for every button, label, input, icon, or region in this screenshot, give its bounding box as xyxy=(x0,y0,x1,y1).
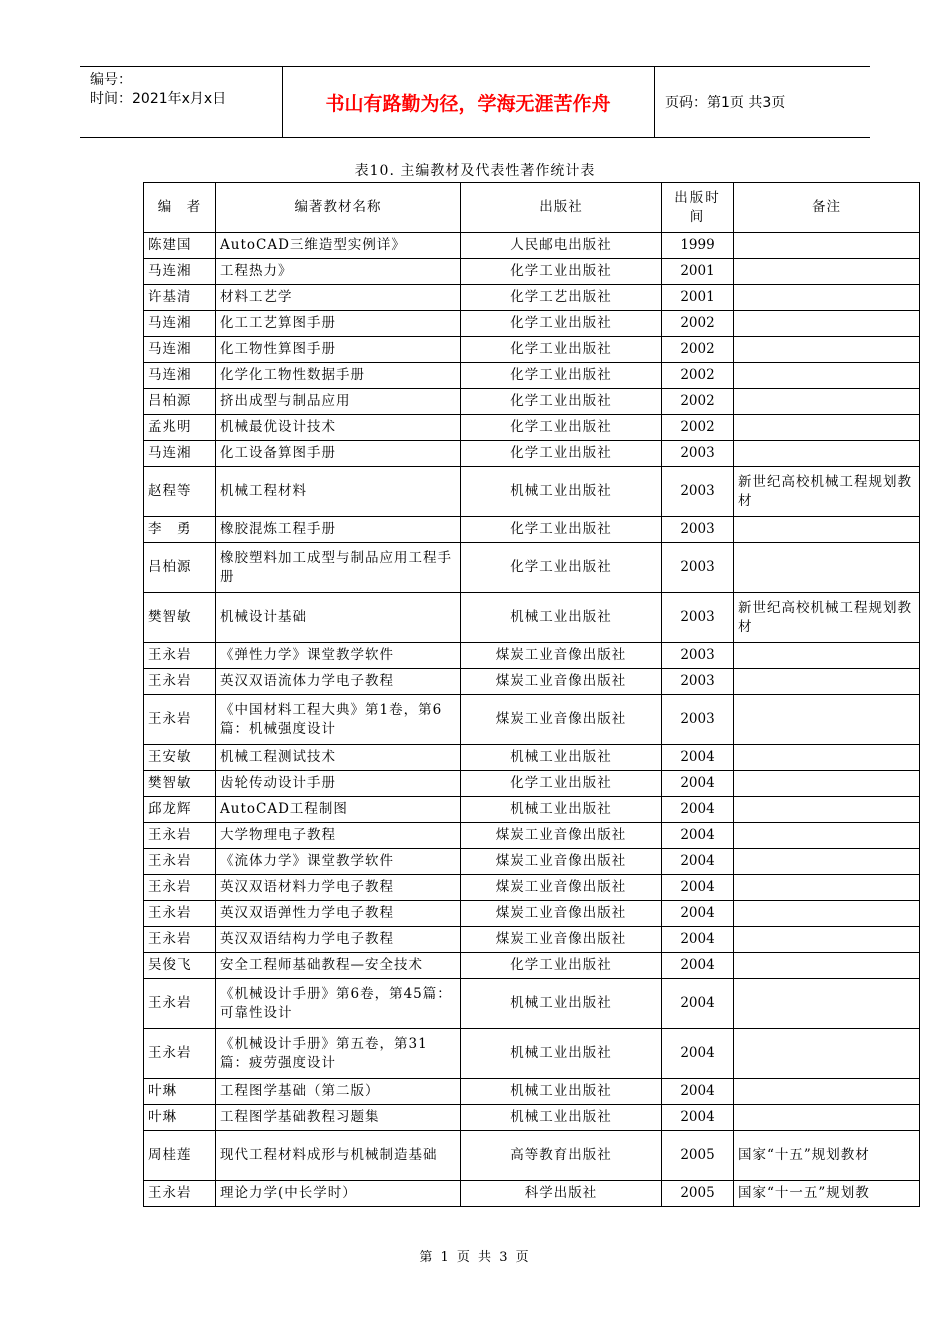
table-row xyxy=(144,745,920,771)
publisher-cell: 煤炭工业音像出版社 xyxy=(461,669,662,695)
table-row xyxy=(144,593,920,643)
publisher-cell: 化学工业出版社 xyxy=(461,415,662,441)
publisher-cell: 煤炭工业音像出版社 xyxy=(461,875,662,901)
title-cell: 《机械设计手册》第6卷，第45篇：可靠性设计 xyxy=(216,979,461,1029)
publisher-cell: 科学出版社 xyxy=(461,1181,662,1207)
year-cell: 2003 xyxy=(662,441,734,467)
author-cell: 李 勇 xyxy=(144,517,216,543)
table-row xyxy=(144,953,920,979)
title-cell: 齿轮传动设计手册 xyxy=(216,771,461,797)
year-cell: 2002 xyxy=(662,311,734,337)
year-cell: 2004 xyxy=(662,797,734,823)
page-number-label: 页码：第1页 共3页 xyxy=(665,95,786,111)
table-row xyxy=(144,1079,920,1105)
title-cell: 机械工程材料 xyxy=(216,467,461,517)
publisher-cell: 化学工业出版社 xyxy=(461,771,662,797)
author-cell: 王永岩 xyxy=(144,1029,216,1079)
title-cell: 英汉双语材料力学电子教程 xyxy=(216,875,461,901)
table-row xyxy=(144,337,920,363)
table-row xyxy=(144,517,920,543)
year-cell: 2003 xyxy=(662,643,734,669)
document-header xyxy=(80,66,870,138)
note-cell xyxy=(734,1105,920,1131)
number-label: 编号： xyxy=(90,72,132,88)
year-cell: 2004 xyxy=(662,823,734,849)
note-cell xyxy=(734,233,920,259)
author-cell: 邱龙辉 xyxy=(144,797,216,823)
author-cell: 马连湘 xyxy=(144,259,216,285)
title-cell: 《弹性力学》课堂教学软件 xyxy=(216,643,461,669)
note-cell xyxy=(734,849,920,875)
table-row xyxy=(144,669,920,695)
title-cell: 英汉双语结构力学电子教程 xyxy=(216,927,461,953)
title-cell: 橡胶塑料加工成型与制品应用工程手册 xyxy=(216,543,461,593)
title-cell: 英汉双语流体力学电子教程 xyxy=(216,669,461,695)
table-row xyxy=(144,849,920,875)
note-cell xyxy=(734,259,920,285)
year-cell: 2004 xyxy=(662,771,734,797)
note-cell xyxy=(734,823,920,849)
table-row xyxy=(144,389,920,415)
publisher-cell: 煤炭工业音像出版社 xyxy=(461,823,662,849)
year-cell: 2004 xyxy=(662,1105,734,1131)
year-cell: 2005 xyxy=(662,1131,734,1181)
title-cell: 英汉双语弹性力学电子教程 xyxy=(216,901,461,927)
table-row xyxy=(144,875,920,901)
publisher-cell: 人民邮电出版社 xyxy=(461,233,662,259)
note-cell xyxy=(734,415,920,441)
author-cell: 王永岩 xyxy=(144,823,216,849)
note-cell xyxy=(734,389,920,415)
title-cell: 《中国材料工程大典》第1卷，第6篇：机械强度设计 xyxy=(216,695,461,745)
note-cell xyxy=(734,1029,920,1079)
table-row xyxy=(144,285,920,311)
year-cell: 2004 xyxy=(662,1079,734,1105)
author-cell: 陈建国 xyxy=(144,233,216,259)
year-cell: 2003 xyxy=(662,695,734,745)
note-cell xyxy=(734,285,920,311)
author-cell: 王永岩 xyxy=(144,927,216,953)
author-cell: 马连湘 xyxy=(144,311,216,337)
year-cell: 2004 xyxy=(662,1029,734,1079)
author-cell: 吴俊飞 xyxy=(144,953,216,979)
author-cell: 王永岩 xyxy=(144,1181,216,1207)
author-cell: 王永岩 xyxy=(144,979,216,1029)
year-cell: 2005 xyxy=(662,1181,734,1207)
publisher-cell: 化学工业出版社 xyxy=(461,441,662,467)
year-cell: 2004 xyxy=(662,953,734,979)
note-cell: 新世纪高校机械工程规划教材 xyxy=(734,593,920,643)
publisher-cell: 煤炭工业音像出版社 xyxy=(461,849,662,875)
title-cell: 机械设计基础 xyxy=(216,593,461,643)
author-cell: 许基清 xyxy=(144,285,216,311)
note-cell xyxy=(734,695,920,745)
table-caption: 表10. 主编教材及代表性著作统计表 xyxy=(354,163,596,179)
publisher-cell: 机械工业出版社 xyxy=(461,1105,662,1131)
table-row xyxy=(144,311,920,337)
publisher-cell: 煤炭工业音像出版社 xyxy=(461,643,662,669)
header-left-cell xyxy=(80,67,283,137)
title-cell: 工程热力》 xyxy=(216,259,461,285)
table-row xyxy=(144,363,920,389)
author-cell: 孟兆明 xyxy=(144,415,216,441)
publisher-cell: 化学工业出版社 xyxy=(461,311,662,337)
title-cell: 安全工程师基础教程—安全技术 xyxy=(216,953,461,979)
table-row xyxy=(144,901,920,927)
table-row xyxy=(144,823,920,849)
title-cell: 理论力学(中长学时） xyxy=(216,1181,461,1207)
author-cell: 叶琳 xyxy=(144,1079,216,1105)
table-row xyxy=(144,441,920,467)
table-body xyxy=(144,233,920,1207)
title-cell: 材料工艺学 xyxy=(216,285,461,311)
title-cell: 工程图学基础（第二版） xyxy=(216,1079,461,1105)
note-cell xyxy=(734,1079,920,1105)
publisher-cell: 机械工业出版社 xyxy=(461,979,662,1029)
publisher-cell: 高等教育出版社 xyxy=(461,1131,662,1181)
title-cell: 现代工程材料成形与机械制造基础 xyxy=(216,1131,461,1181)
year-cell: 2002 xyxy=(662,389,734,415)
table-row xyxy=(144,543,920,593)
year-cell: 2004 xyxy=(662,875,734,901)
note-cell xyxy=(734,363,920,389)
page-footer: 第 1 页 共 3 页 xyxy=(419,1250,531,1265)
year-cell: 2004 xyxy=(662,745,734,771)
publisher-cell: 机械工业出版社 xyxy=(461,1079,662,1105)
publisher-cell: 机械工业出版社 xyxy=(461,1029,662,1079)
note-cell: 国家“十五”规划教材 xyxy=(734,1131,920,1181)
table-row xyxy=(144,415,920,441)
note-cell xyxy=(734,797,920,823)
date-label: 时间：2021年x月x日 xyxy=(90,91,227,107)
note-cell xyxy=(734,543,920,593)
header-note: 备注 xyxy=(734,183,920,233)
author-cell: 王永岩 xyxy=(144,669,216,695)
title-cell: 《流体力学》课堂教学软件 xyxy=(216,849,461,875)
note-cell xyxy=(734,953,920,979)
title-cell: AutoCAD工程制图 xyxy=(216,797,461,823)
table-row xyxy=(144,695,920,745)
publisher-cell: 化学工业出版社 xyxy=(461,953,662,979)
motto-text: 书山有路勤为径，学海无涯苦作舟 xyxy=(282,67,655,137)
author-cell: 吕柏源 xyxy=(144,389,216,415)
publisher-cell: 化学工艺出版社 xyxy=(461,285,662,311)
title-cell: 化工工艺算图手册 xyxy=(216,311,461,337)
textbook-table xyxy=(143,182,920,1207)
publisher-cell: 化学工业出版社 xyxy=(461,543,662,593)
title-cell: 化学化工物性数据手册 xyxy=(216,363,461,389)
year-cell: 2004 xyxy=(662,849,734,875)
author-cell: 马连湘 xyxy=(144,337,216,363)
note-cell xyxy=(734,901,920,927)
publisher-cell: 煤炭工业音像出版社 xyxy=(461,901,662,927)
year-cell: 2004 xyxy=(662,979,734,1029)
publisher-cell: 化学工业出版社 xyxy=(461,389,662,415)
author-cell: 王安敏 xyxy=(144,745,216,771)
year-cell: 2001 xyxy=(662,259,734,285)
year-cell: 2004 xyxy=(662,901,734,927)
header-publisher: 出版社 xyxy=(461,183,662,233)
publisher-cell: 煤炭工业音像出版社 xyxy=(461,927,662,953)
table-row xyxy=(144,1131,920,1181)
title-cell: 机械最优设计技术 xyxy=(216,415,461,441)
author-cell: 樊智敏 xyxy=(144,771,216,797)
title-cell: 化工物性算图手册 xyxy=(216,337,461,363)
year-cell: 2004 xyxy=(662,927,734,953)
title-cell: AutoCAD三维造型实例详》 xyxy=(216,233,461,259)
year-cell: 2002 xyxy=(662,415,734,441)
note-cell xyxy=(734,517,920,543)
author-cell: 叶琳 xyxy=(144,1105,216,1131)
title-cell: 挤出成型与制品应用 xyxy=(216,389,461,415)
year-cell: 2003 xyxy=(662,543,734,593)
year-cell: 2003 xyxy=(662,517,734,543)
author-cell: 王永岩 xyxy=(144,849,216,875)
header-author: 编 者 xyxy=(144,183,216,233)
table-row xyxy=(144,233,920,259)
title-cell: 工程图学基础教程习题集 xyxy=(216,1105,461,1131)
table-row xyxy=(144,1029,920,1079)
note-cell: 新世纪高校机械工程规划教材 xyxy=(734,467,920,517)
table-row xyxy=(144,797,920,823)
year-cell: 2002 xyxy=(662,337,734,363)
title-cell: 机械工程测试技术 xyxy=(216,745,461,771)
table-row xyxy=(144,1181,920,1207)
author-cell: 樊智敏 xyxy=(144,593,216,643)
author-cell: 王永岩 xyxy=(144,695,216,745)
table-row xyxy=(144,1105,920,1131)
note-cell: 国家“十一五”规划教 xyxy=(734,1181,920,1207)
publisher-cell: 化学工业出版社 xyxy=(461,363,662,389)
note-cell xyxy=(734,979,920,1029)
publisher-cell: 机械工业出版社 xyxy=(461,593,662,643)
note-cell xyxy=(734,643,920,669)
author-cell: 王永岩 xyxy=(144,643,216,669)
publisher-cell: 煤炭工业音像出版社 xyxy=(461,695,662,745)
year-cell: 2003 xyxy=(662,669,734,695)
title-cell: 化工设备算图手册 xyxy=(216,441,461,467)
author-cell: 赵程等 xyxy=(144,467,216,517)
publisher-cell: 机械工业出版社 xyxy=(461,745,662,771)
author-cell: 吕柏源 xyxy=(144,543,216,593)
note-cell xyxy=(734,927,920,953)
table-header-row xyxy=(144,183,920,233)
author-cell: 王永岩 xyxy=(144,875,216,901)
author-cell: 马连湘 xyxy=(144,441,216,467)
header-year: 出版时间 xyxy=(662,183,734,233)
author-cell: 周桂莲 xyxy=(144,1131,216,1181)
year-cell: 1999 xyxy=(662,233,734,259)
header-title: 编著教材名称 xyxy=(216,183,461,233)
publisher-cell: 化学工业出版社 xyxy=(461,259,662,285)
author-cell: 王永岩 xyxy=(144,901,216,927)
table-row xyxy=(144,979,920,1029)
year-cell: 2002 xyxy=(662,363,734,389)
note-cell xyxy=(734,745,920,771)
note-cell xyxy=(734,669,920,695)
publisher-cell: 机械工业出版社 xyxy=(461,467,662,517)
title-cell: 橡胶混炼工程手册 xyxy=(216,517,461,543)
note-cell xyxy=(734,337,920,363)
note-cell xyxy=(734,771,920,797)
note-cell xyxy=(734,311,920,337)
year-cell: 2001 xyxy=(662,285,734,311)
table-row xyxy=(144,467,920,517)
year-cell: 2003 xyxy=(662,467,734,517)
table-row xyxy=(144,771,920,797)
table-row xyxy=(144,643,920,669)
title-cell: 大学物理电子教程 xyxy=(216,823,461,849)
title-cell: 《机械设计手册》第五卷，第31篇：疲劳强度设计 xyxy=(216,1029,461,1079)
note-cell xyxy=(734,441,920,467)
publisher-cell: 机械工业出版社 xyxy=(461,797,662,823)
note-cell xyxy=(734,875,920,901)
publisher-cell: 化学工业出版社 xyxy=(461,517,662,543)
table-row xyxy=(144,927,920,953)
table-row xyxy=(144,259,920,285)
author-cell: 马连湘 xyxy=(144,363,216,389)
publisher-cell: 化学工业出版社 xyxy=(461,337,662,363)
year-cell: 2003 xyxy=(662,593,734,643)
